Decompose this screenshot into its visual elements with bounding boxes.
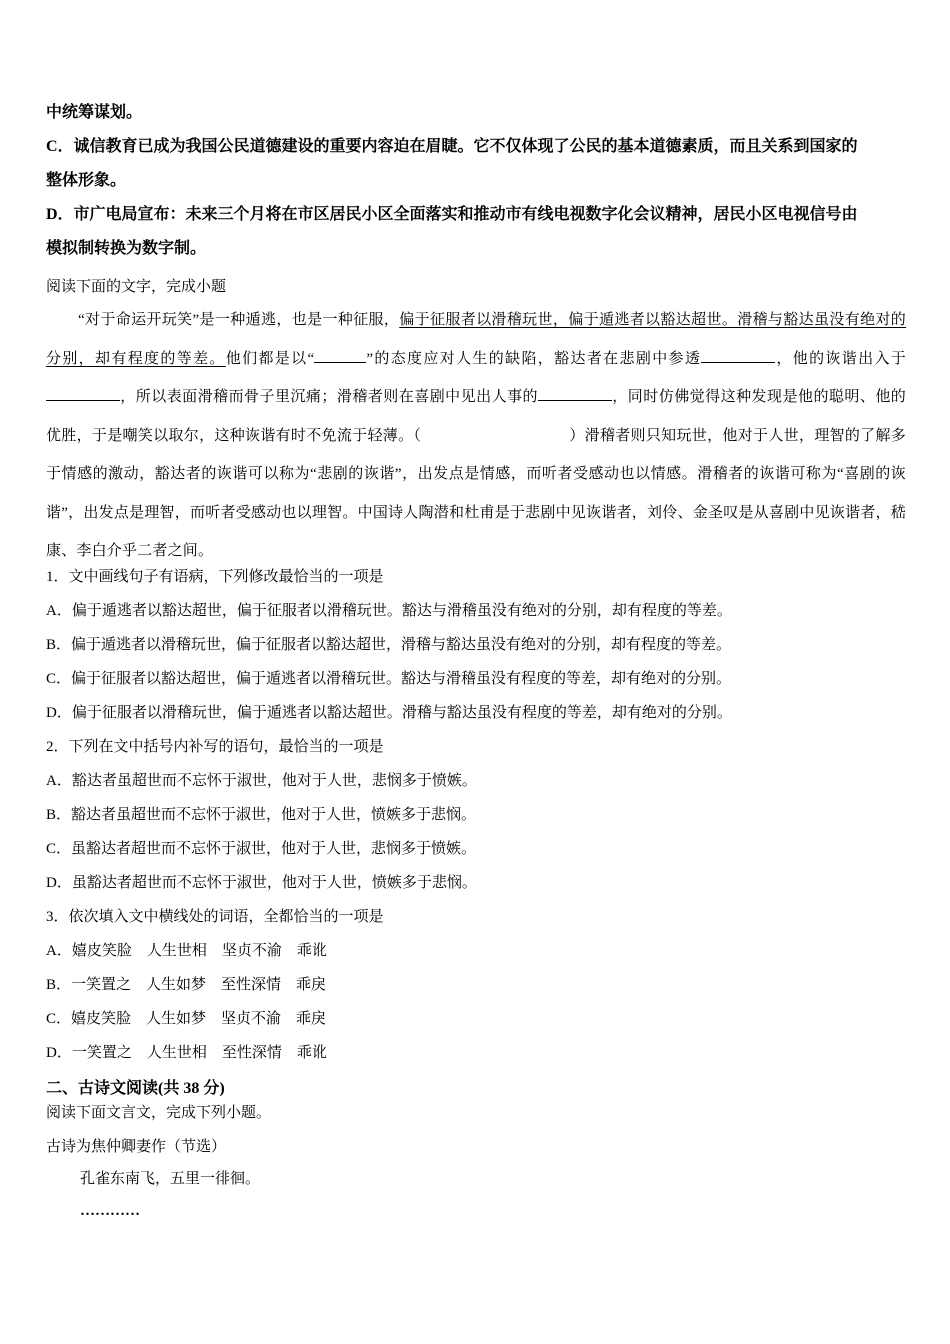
question-3-option-d: D．一笑置之 人生世相 至性深情 乖讹 (46, 1045, 327, 1061)
question-2-option-d: D．虽豁达者超世而不忘怀于淑世，他对于人世，愤嫉多于悲悯。 (46, 875, 477, 891)
option-c-line2: 整体形象。 (46, 172, 127, 189)
poem-line-1: 孔雀东南飞，五里一徘徊。 (80, 1171, 261, 1187)
blank-1 (314, 348, 366, 363)
question-list (46, 560, 906, 1070)
reading-intro: 阅读下面的文字，完成小题 (46, 279, 227, 295)
option-d-line2: 模拟制转换为数字制。 (46, 240, 207, 257)
blank-2 (701, 348, 775, 363)
poem-ellipsis: ………… (80, 1203, 140, 1219)
question-2-option-a: A．豁达者虽超世而不忘怀于淑世，他对于人世，悲悯多于愤嫉。 (46, 773, 477, 789)
question-2-option-c: C．虽豁达者超世而不忘怀于淑世，他对于人世，悲悯多于愤嫉。 (46, 841, 477, 857)
blank-4 (538, 386, 612, 401)
question-3-option-a: A．嬉皮笑脸 人生世相 坚贞不渝 乖讹 (46, 943, 327, 959)
reading-passage (46, 301, 906, 571)
question-3-option-b: B．一笑置之 人生如梦 至性深情 乖戾 (46, 977, 327, 993)
question-1-option-b: B．偏于遁逃者以滑稽玩世，偏于征服者以豁达超世，滑稽与豁达虽没有绝对的分别，却有程度的等差。 (46, 637, 732, 653)
blank-3 (46, 386, 120, 401)
previous-question-options (46, 96, 906, 266)
question-3-stem: 3．依次填入文中横线处的词语，全都恰当的一项是 (46, 909, 384, 925)
question-1-option-a: A．偏于遁逃者以豁达超世，偏于征服者以滑稽玩世。豁达与滑稽虽没有绝对的分别，却有程度的等差。 (46, 603, 732, 619)
passage-part-1: “对于命运开玩笑”是一种遁逃，也是一种征服， (78, 312, 400, 328)
passage-part-6: ，所以表面滑稽而骨子里沉痛；滑稽者则在喜剧中见出人事的 (120, 389, 539, 405)
option-c-line1: C．诚信教育已成为我国公民道德建设的重要内容迫在眉睫。它不仅体现了公民的基本道德素质，而且关系到国家的 (46, 138, 858, 155)
passage-part-4: ”的态度应对人生的缺陷，豁达者在悲剧中参透 (366, 350, 702, 367)
underlined-sentence: 偏于征服者以滑稽玩世，偏于遁逃者以豁达超世。滑稽与豁达虽没有绝对的分别，却有程度的等差。 (46, 312, 907, 367)
passage-part-5: ，他的诙谐出入于 (775, 350, 906, 367)
passage-part-8: ）滑稽者则只知玩世，他对于人世，理智的了解多于情感的激动，豁达者的诙谐可以称为“悲剧的诙谐”，出发点是情感，而听者受感动也以情感。滑稽者的诙谐可称为“喜剧的诙谐”，出发点是理智，而听者受感动也以理智。中国诗人陶潜和杜甫是于悲剧中见诙谐者，刘伶、金圣叹是从喜剧中见诙谐者，嵇康、李白介乎二者之间。 (46, 427, 906, 559)
question-1-option-d: D．偏于征服者以滑稽玩世，偏于遁逃者以豁达超世。滑稽与豁达虽没有程度的等差，却有绝对的分别。 (46, 705, 732, 721)
question-1-stem: 1．文中画线句子有语病，下列修改最恰当的一项是 (46, 569, 384, 585)
question-1-option-c: C．偏于征服者以豁达超世，偏于遁逃者以滑稽玩世。豁达与滑稽虽没有程度的等差，却有绝对的分别。 (46, 671, 732, 687)
poem-title: 古诗为焦仲卿妻作（节选） (46, 1139, 227, 1155)
section-2-heading: 二、古诗文阅读(共 38 分) (46, 1080, 225, 1097)
section-2-intro: 阅读下面文言文，完成下列小题。 (46, 1105, 272, 1121)
question-2-stem: 2．下列在文中括号内补写的语句，最恰当的一项是 (46, 739, 384, 755)
question-3-option-c: C．嬉皮笑脸 人生如梦 坚贞不渝 乖戾 (46, 1011, 327, 1027)
passage-part-7: ，同时仿佛觉得这种发现是他的聪明、他的优胜，于是嘲笑以取尔，这种诙谐有时不免流于轻薄。（ (46, 389, 907, 444)
option-b-tail: 中统筹谋划。 (46, 104, 143, 121)
passage-part-3: 他们都是以“ (225, 350, 315, 367)
question-2-option-b: B．豁达者虽超世而不忘怀于淑世，他对于人世，愤嫉多于悲悯。 (46, 807, 477, 823)
option-d-line1: D．市广电局宣布：未来三个月将在市区居民小区全面落实和推动市有线电视数字化会议精神，居民小区电视信号由 (46, 206, 858, 223)
